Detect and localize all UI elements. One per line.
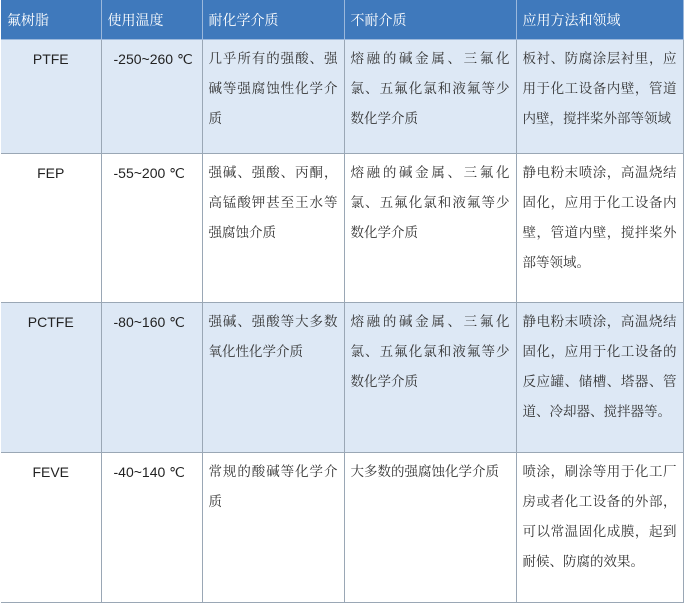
- temperature-range: -40~140 ℃: [101, 453, 202, 603]
- resin-name: PTFE: [1, 40, 101, 154]
- resin-name: FEP: [1, 154, 101, 303]
- non-resistant-media: 熔融的碱金属、三氟化氯、五氟化氯和液氟等少数化学介质: [344, 302, 516, 453]
- table-header-row: [1, 0, 683, 40]
- application-method: 静电粉末喷涂，高温烧结固化，应用于化工设备内壁，管道内壁，搅拌桨外部等领域。: [516, 154, 683, 303]
- resin-name: FEVE: [1, 453, 101, 603]
- header-temp: 使用温度: [101, 0, 202, 40]
- table-row: [1, 453, 683, 603]
- header-not-resistant: 不耐介质: [344, 0, 516, 40]
- fluororesin-table: [1, 0, 684, 603]
- header-application: 应用方法和领域: [516, 0, 683, 40]
- temperature-range: -80~160 ℃: [101, 302, 202, 453]
- application-method: 静电粉末喷涂，高温烧结固化，应用于化工设备的反应罐、储槽、塔器、管道、冷却器、搅拌器等。: [516, 302, 683, 453]
- temperature-range: -250~260 ℃: [101, 40, 202, 154]
- resistant-media: 几乎所有的强酸、强碱等强腐蚀性化学介质: [202, 40, 344, 154]
- resistant-media: 常规的酸碱等化学介质: [202, 453, 344, 603]
- application-method: 喷涂，刷涂等用于化工厂房或者化工设备的外部，可以常温固化成膜，起到耐候、防腐的效果。: [516, 453, 683, 603]
- non-resistant-media: 熔融的碱金属、三氟化氯、五氟化氯和液氟等少数化学介质: [344, 154, 516, 303]
- resistant-media: 强碱、强酸等大多数氧化性化学介质: [202, 302, 344, 453]
- header-resin: 氟树脂: [1, 0, 101, 40]
- table-row: [1, 154, 683, 303]
- non-resistant-media: 大多数的强腐蚀化学介质: [344, 453, 516, 603]
- application-method: 板衬、防腐涂层衬里，应用于化工设备内壁，管道内壁，搅拌桨外部等领域: [516, 40, 683, 154]
- resin-name: PCTFE: [1, 302, 101, 453]
- non-resistant-media: 熔融的碱金属、三氟化氯、五氟化氯和液氟等少数化学介质: [344, 40, 516, 154]
- temperature-range: -55~200 ℃: [101, 154, 202, 303]
- header-resistant: 耐化学介质: [202, 0, 344, 40]
- table-row: [1, 302, 683, 453]
- table-row: [1, 40, 683, 154]
- resistant-media: 强碱、强酸、丙酮，高锰酸钾甚至王水等强腐蚀介质: [202, 154, 344, 303]
